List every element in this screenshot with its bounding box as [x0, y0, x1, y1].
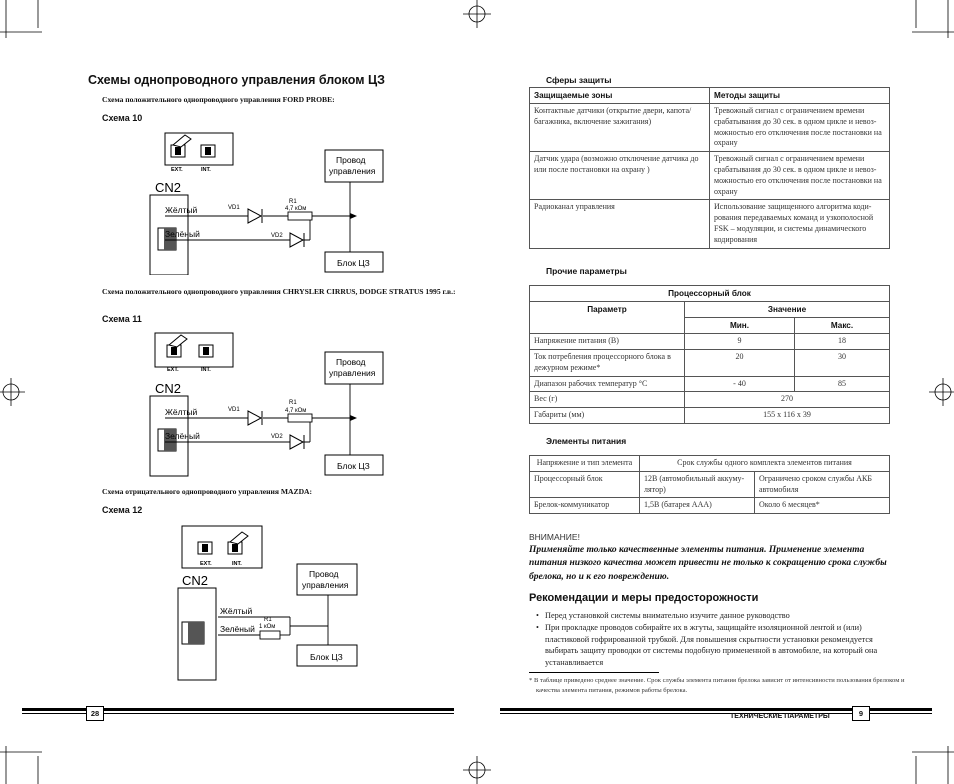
wire-label-1: Провод: [309, 569, 339, 579]
warning-title: ВНИМАНИЕ!: [529, 532, 580, 542]
resistor-value: 4,7 кОм: [285, 206, 307, 212]
int-label: INT.: [201, 367, 211, 373]
connector-icon: [182, 526, 262, 568]
diode-vd1: [248, 209, 262, 223]
r1-label: R1: [289, 400, 297, 406]
caption-ford: Схема положительного однопроводного управления FORD PROBE:: [102, 95, 335, 104]
vd1-label: VD1: [228, 205, 240, 211]
r1-label: R1: [264, 617, 272, 623]
wire-label-1: Провод: [336, 357, 366, 367]
table-row: Процессорный блок 12В (автомобильный аккуму-лятор) Ограничено сроком службы АКБ автомобиля: [530, 471, 890, 498]
left-page-number: 28: [86, 706, 104, 721]
table-row: Диапазон рабочих температур °С - 40 85: [530, 376, 890, 392]
caption-chrysler: Схема положительного однопроводного управления CHRYSLER CIRRUS, DODGE STRATUS 1995 г.в.:: [102, 287, 456, 296]
warning-text: Применяйте только качественные элементы питания. Применение элемента питания низкого качества может привести не только к сокращению срока службы брелока, но и к его повреждению.: [529, 545, 887, 582]
yellow-label: Жёлтый: [165, 205, 198, 215]
prot-header-methods: Методы защиты: [710, 88, 890, 104]
connector-icon: [155, 333, 233, 373]
green-label: Зелёный: [220, 624, 255, 634]
green-label: Зелёный: [165, 229, 200, 239]
table-row: Контактные датчики (открытие двери, капота/багажника, включение зажигания) Тревожный сигнал с ограничением времени срабатывания до 30 сек. в одном цикле и невоз-можностью его отключения после постановки на охрану: [530, 104, 890, 152]
ext-label: EXT.: [200, 561, 212, 567]
footer-section-label: ТЕХНИЧЕСКИЕ ПАРАМЕТРЫ: [730, 713, 830, 720]
int-label: INT.: [232, 561, 242, 567]
list-item: • При прокладке проводов собирайте их в жгуты, защищайте изоляционной лентой и (или) пластиковой гофрированной трубкой. Для повышения скрытности установки рекомендуется выбирать защиту проводки от системы подобную примененной в автомобиле, на который она устанавливается: [536, 622, 878, 668]
table-row: Габариты (мм) 155 х 116 х 39: [530, 408, 890, 424]
params-table: Процессорный блок Параметр Значение Мин. Макс. Напряжение питания (В) 9 18 Ток потребления процессорного блока в дежурном режиме* 20 30 Диапазон рабочих температур °С - 40 85 Вес (г) 270 Габариты (мм) 155 х 116 х 39: [529, 285, 890, 424]
wire-label-2: управления: [302, 580, 349, 590]
prot-header-zones: Защищаемые зоны: [530, 88, 710, 104]
block-label: Блок ЦЗ: [337, 258, 370, 268]
green-label: Зелёный: [165, 431, 200, 441]
r1-label: R1: [289, 199, 297, 205]
power-title: Элементы питания: [546, 436, 627, 446]
wire-label-2: управления: [329, 368, 376, 378]
recommendations-list: [529, 610, 907, 669]
wiring-diagram-12: [170, 522, 370, 687]
schema-12-label: Схема 12: [102, 505, 143, 515]
cn2-label: CN2: [155, 180, 182, 195]
vd2-label: VD2: [271, 233, 283, 239]
ext-label: EXT.: [167, 367, 179, 373]
yellow-label: Жёлтый: [220, 606, 253, 616]
table-row: Брелок-коммуникатор 1,5В (батарея ААА) Около 6 месяцев*: [530, 498, 890, 514]
protection-title: Сферы защиты: [546, 75, 612, 85]
schema-11-label: Схема 11: [102, 314, 142, 324]
connector-icon: [165, 133, 233, 173]
list-item: • Перед установкой системы внимательно изучите данное руководство: [536, 611, 790, 620]
vd1-label: VD1: [228, 407, 240, 413]
wire-label-2: управления: [329, 166, 376, 176]
other-params-title: Прочие параметры: [546, 266, 627, 276]
table-row: Напряжение питания (В) 9 18: [530, 334, 890, 350]
left-page-title: Схемы однопроводного управления блоком ЦЗ: [88, 73, 385, 87]
block-label: Блок ЦЗ: [310, 652, 343, 662]
wiring-diagram-11: [145, 327, 390, 477]
schema-10-label: Схема 10: [102, 113, 143, 123]
table-row: Вес (г) 270: [530, 392, 890, 408]
protection-table: [529, 87, 890, 249]
footnote: * В таблице приведено среднее значение. Срок службы элемента питания брелока зависит от интенсивности пользования брелоком и качества элемента питания, режимов работы брелока.: [529, 677, 905, 695]
caption-mazda: Схема отрицательного однопроводного управления MAZDA:: [102, 487, 313, 496]
cn2-label: CN2: [182, 573, 209, 588]
right-page-number: 9: [852, 706, 870, 721]
table-row: Радиоканал управления Использование защищенного алгоритма коди-рования передаваемых команд и узкополосной FSK – модуляции, и системы динамического кодирования: [530, 200, 890, 248]
power-table: Напряжение и тип элемента Срок службы одного комплекта элементов питания Процессорный блок 12В (автомобильный аккуму-лятор) Ограничено сроком службы АКБ автомобиля Брелок-коммуникатор 1,5В (батарея ААА) Около 6 месяцев*: [529, 455, 890, 514]
table-row: Датчик удара (возможно отключение датчика до или после постановки на охрану ) Тревожный сигнал с ограничением времени срабатывания до 30 сек. в одном цикле и невоз-можностью его отключения после постановки на охрану: [530, 152, 890, 200]
diode-vd2: [290, 233, 304, 247]
wire-label-1: Провод: [336, 155, 366, 165]
block-label: Блок ЦЗ: [337, 461, 370, 471]
resistor-value: 1 кОм: [259, 624, 276, 630]
wiring-diagram-10: [145, 125, 390, 275]
table-row: Ток потребления процессорного блока в дежурном режиме* 20 30: [530, 349, 890, 376]
cn2-label: CN2: [155, 381, 182, 396]
int-label: INT.: [201, 167, 211, 173]
recommendations-title: Рекомендации и меры предосторожности: [529, 592, 759, 604]
ext-label: EXT.: [171, 167, 183, 173]
yellow-label: Жёлтый: [165, 407, 198, 417]
resistor-value: 4,7 кОм: [285, 408, 307, 414]
vd2-label: VD2: [271, 434, 283, 440]
